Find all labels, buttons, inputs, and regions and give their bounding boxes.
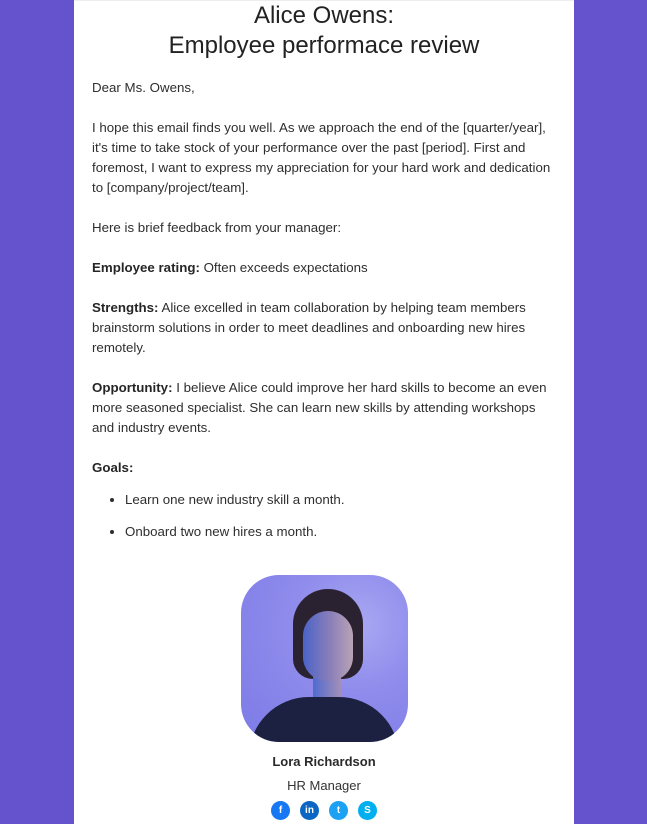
goal-item: • Learn one new industry skill a month. [125, 490, 556, 510]
intro-paragraph: I hope this email finds you well. As we approach the end of the [quarter/year], it's time to take stock of your performance over the past [period]. First and foremost, I want to express my appreciation for your hard work and dedication to [company/project/team]. [92, 120, 551, 195]
avatar [241, 575, 408, 742]
signature-name: Lora Richardson [272, 754, 376, 769]
linkedin-icon[interactable]: in [300, 801, 319, 820]
greeting: Dear Ms. Owens, [92, 80, 195, 95]
strengths-label: Strengths: [92, 300, 159, 315]
feedback-intro: Here is brief feedback from your manager: [92, 220, 342, 235]
goals-heading [92, 458, 556, 478]
rating-value: Often exceeds expectations [199, 260, 368, 275]
social-links [74, 801, 574, 820]
rating-paragraph [92, 258, 556, 278]
email-card [74, 0, 574, 824]
opportunity-value: I believe Alice could improve her hard skills to become an even more seasoned specialist. She can learn new skills by attending workshops and industry events. [92, 380, 547, 435]
strengths-paragraph [92, 298, 556, 358]
signature-role: HR Manager [287, 778, 361, 793]
opportunity-paragraph [92, 378, 556, 438]
title-line-1: Alice Owens: [253, 2, 395, 29]
twitter-icon[interactable]: t [329, 801, 348, 820]
strengths-value: Alice excelled in team collaboration by helping team members brainstorm solutions in order to meet deadlines and onboarding new hires remotely. [92, 300, 526, 355]
opportunity-label: Opportunity: [92, 380, 173, 395]
goals-list [92, 490, 556, 542]
facebook-icon[interactable]: f [271, 801, 290, 820]
rating-label: Employee rating: [92, 260, 200, 275]
page-title [74, 1, 574, 61]
goal-item: • Onboard two new hires a month. [125, 522, 556, 542]
signature [74, 575, 574, 820]
email-body [74, 78, 574, 542]
skype-icon[interactable]: S [358, 801, 377, 820]
goals-label: Goals: [92, 460, 134, 475]
title-line-2: Employee performace review [168, 32, 480, 59]
